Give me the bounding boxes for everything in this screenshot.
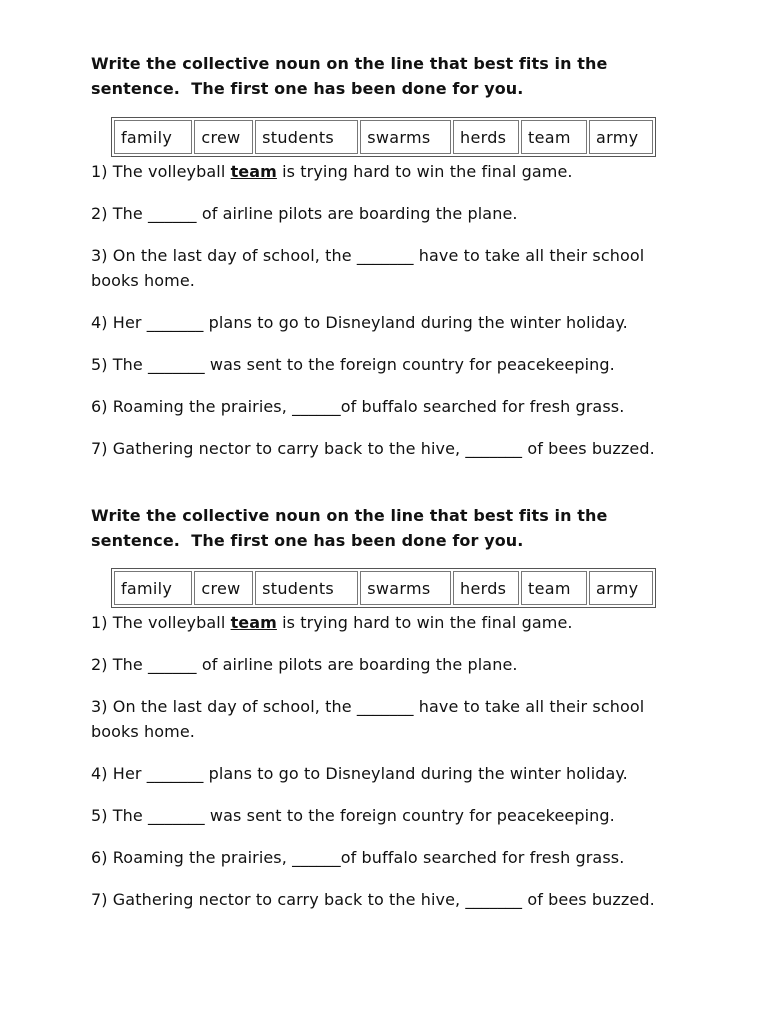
instruction-line: Write the collective noun on the line that best fits in the <box>91 54 608 73</box>
question: 6) Roaming the prairies, ______of buffalo searched for fresh grass. <box>91 397 625 416</box>
instruction-line: sentence. The first one has been done for you. <box>91 79 524 98</box>
question <box>91 610 691 635</box>
question: 6) Roaming the prairies, ______of buffalo searched for fresh grass. <box>91 848 625 867</box>
question: 3) On the last day of school, the _______ have to take all their school books home. <box>91 697 645 741</box>
question-text: is trying hard to win the final game. <box>276 613 573 632</box>
word-bank-cell: swarms <box>360 120 451 154</box>
question-list <box>91 159 691 461</box>
word-bank-cell: swarms <box>360 571 451 605</box>
word-bank <box>111 117 656 157</box>
instructions <box>91 503 691 553</box>
question-text: 1) The volleyball <box>91 162 231 181</box>
question: 2) The ______ of airline pilots are boarding the plane. <box>91 655 518 674</box>
word-bank-cell: family <box>114 571 192 605</box>
word-bank-cell: crew <box>194 571 253 605</box>
instruction-line: sentence. The first one has been done for you. <box>91 531 524 550</box>
question: 5) The _______ was sent to the foreign country for peacekeeping. <box>91 806 615 825</box>
word-bank-cell: army <box>589 120 653 154</box>
instruction-line: Write the collective noun on the line that best fits in the <box>91 506 608 525</box>
question: 7) Gathering nector to carry back to the hive, _______ of bees buzzed. <box>91 890 655 909</box>
word-bank-cell: students <box>255 571 358 605</box>
example-answer: team <box>230 162 277 181</box>
question <box>91 159 691 184</box>
word-bank-cell: family <box>114 120 192 154</box>
question-list <box>91 610 691 912</box>
question: 2) The ______ of airline pilots are boarding the plane. <box>91 204 518 223</box>
word-bank-cell: crew <box>194 120 253 154</box>
question: 3) On the last day of school, the _______ have to take all their school books home. <box>91 246 645 290</box>
word-bank-cell: herds <box>453 120 519 154</box>
question-text: is trying hard to win the final game. <box>276 162 573 181</box>
example-answer: team <box>230 613 277 632</box>
word-bank-cell: students <box>255 120 358 154</box>
word-bank-cell: team <box>521 120 587 154</box>
question-text: 1) The volleyball <box>91 613 231 632</box>
question: 5) The _______ was sent to the foreign country for peacekeeping. <box>91 355 615 374</box>
instructions <box>91 51 691 101</box>
word-bank-cell: team <box>521 571 587 605</box>
question: 7) Gathering nector to carry back to the hive, _______ of bees buzzed. <box>91 439 655 458</box>
question: 4) Her _______ plans to go to Disneyland during the winter holiday. <box>91 313 628 332</box>
word-bank-cell: herds <box>453 571 519 605</box>
word-bank <box>111 568 656 608</box>
question: 4) Her _______ plans to go to Disneyland during the winter holiday. <box>91 764 628 783</box>
word-bank-cell: army <box>589 571 653 605</box>
